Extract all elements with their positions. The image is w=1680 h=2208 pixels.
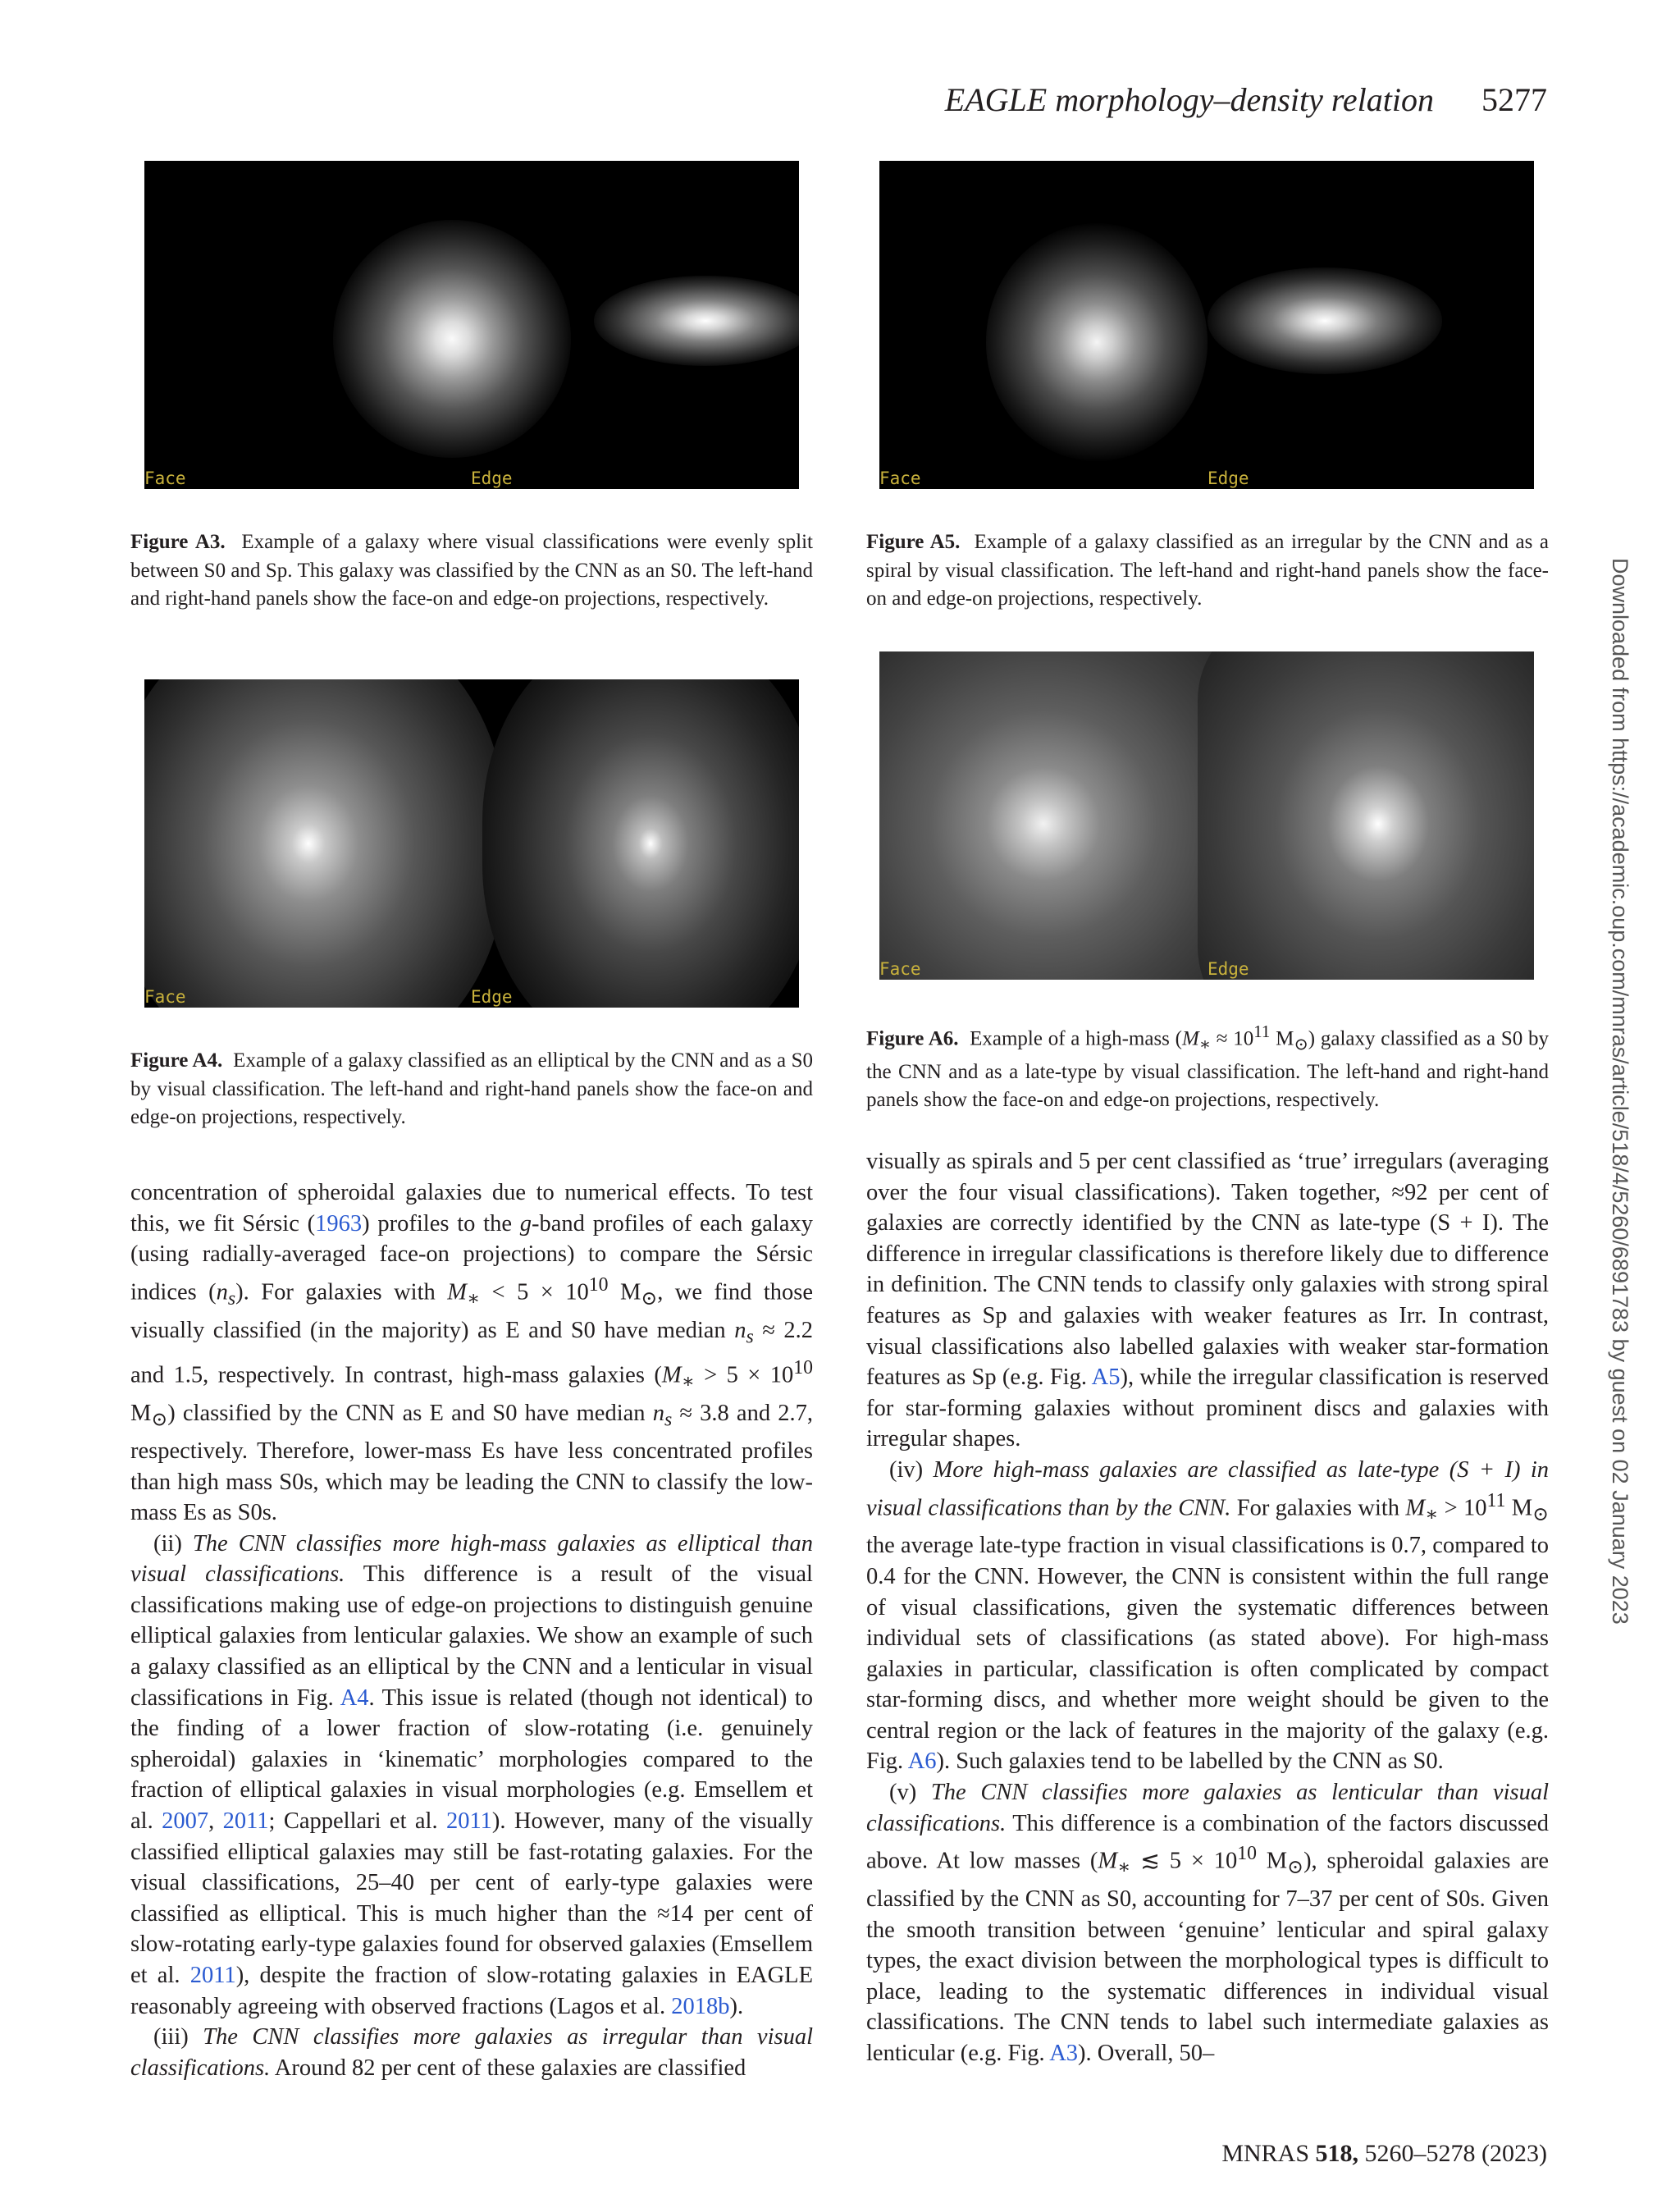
face-label: Face bbox=[144, 469, 186, 488]
page-number: 5277 bbox=[1481, 81, 1547, 118]
edge-label: Edge bbox=[471, 987, 513, 1007]
citation-link[interactable]: 2007 bbox=[162, 1808, 209, 1835]
edge-label: Edge bbox=[471, 469, 513, 488]
figure-a3-caption bbox=[130, 528, 813, 614]
download-watermark bbox=[1608, 558, 1641, 1641]
figure-a5-caption bbox=[866, 528, 1549, 614]
edge-on-galaxy bbox=[594, 276, 799, 366]
face-on-galaxy bbox=[333, 220, 571, 458]
running-title: EAGLE morphology–density relation bbox=[944, 81, 1434, 118]
citation-link[interactable]: 1963 bbox=[315, 1210, 363, 1237]
figure-a4-caption bbox=[130, 1047, 813, 1132]
citation-link[interactable]: 2011 bbox=[222, 1808, 269, 1835]
citation-link[interactable]: 2011 bbox=[445, 1808, 492, 1835]
paragraph: (iv) More high-mass galaxies are classified as late-type (S + I) in visual classifications than by the CNN. For galaxies with $M_∗ > 10^{11}$ $M_⊙$ the average late-type fraction in visual classifications is 0.7, compared to 0.4 for the CNN. However, the CNN is consistent within the full range of visual classifications, given the systematic differences between individual sets of classifications (as stated above). For high-mass galaxies in particular, classification is often complicated by compact star-forming discs, and whether more weight should be given to the central region or the lack of features in the majority of the galaxy (e.g. Fig. A6). Such galaxies tend to be labelled by the CNN as S0. bbox=[866, 1456, 1550, 1775]
figure-a6-image bbox=[879, 651, 1534, 980]
caption-text: Example of a galaxy classified as an irregular by the CNN and as a spiral by visual classification. The left-hand and right-hand panels show the face-on and edge-on projections, respectively. bbox=[866, 531, 1549, 610]
journal-volume: 518, bbox=[1315, 2140, 1359, 2167]
edge-on-galaxy bbox=[482, 679, 799, 1008]
figure-a4-image bbox=[144, 679, 799, 1008]
face-on-galaxy bbox=[879, 651, 1240, 980]
figure-a3-image bbox=[144, 161, 799, 489]
edge-label: Edge bbox=[1208, 959, 1249, 979]
face-on-galaxy bbox=[986, 223, 1208, 461]
paragraph: visually as spirals and 5 per cent classified as ‘true’ irregulars (averaging over the four visual classifications). Taken together, ≈92 per cent of galaxies are correctly identified by the CNN as late-type (S + I). The difference in irregular classifications is therefore likely due to difference in definition. The CNN tends to classify only galaxies with strong spiral features as Sp and galaxies with weaker features as Irr. In contrast, visual classifications also labelled galaxies with weaker star-formation features as Sp (e.g. Fig. A5), while the irregular classification is reserved for star-forming galaxies without prominent discs and galaxies with irregular shapes. bbox=[866, 1149, 1549, 1452]
edge-on-galaxy bbox=[1208, 267, 1442, 374]
figure-label: Figure A4. bbox=[130, 1049, 223, 1072]
paragraph: (v) The CNN classifies more galaxies as lenticular than visual classifications. This difference is a combination of the factors discussed above. At low masses ($M_∗$ ≲ $5 \times 10^{10}$ $M_⊙$), spheroidal galaxies are classified by the CNN as S0, accounting for 7–37 per cent of S0s. Given the smooth transition between ‘genuine’ lenticular and spiral galaxy types, the exact division between the morphological types is difficult to place, leading to the systematic differences in individual visual classifications. The CNN tends to label such intermediate galaxies as lenticular (e.g. Fig. A3). Overall, 50– bbox=[866, 1780, 1550, 2066]
figure-link[interactable]: A3 bbox=[1049, 2041, 1079, 2066]
figure-label: Figure A5. bbox=[866, 531, 961, 553]
running-header bbox=[945, 80, 1547, 119]
paragraph: (ii) The CNN classifies more high-mass galaxies as elliptical than visual classifications. This difference is a result of the visual classifications making use of edge-on projections to distinguish genuine elliptical galaxies from lenticular galaxies. We show an example of such a galaxy classified as an elliptical by the CNN and a lenticular in visual classifications in Fig. A4. This issue is related (though not identical) to the finding of a lower fraction of slow-rotating (i.e. genuinely spheroidal) galaxies in ‘kinematic’ morphologies compared to the fraction of elliptical galaxies in visual morphologies (e.g. Emsellem et al. 2007, 2011; Cappellari et al. 2011). However, many of the visually classified elliptical galaxies may still be fast-rotating galaxies. For the visual classifications, 25–40 per cent of early-type galaxies were classified as elliptical. This is much higher than the ≈14 per cent of slow-rotating early-type galaxies found for observed galaxies (Emsellem et al. 2011), despite the fraction of slow-rotating galaxies in EAGLE reasonably agreeing with observed fractions (Lagos et al. 2018b). bbox=[130, 1530, 813, 2019]
journal-name: MNRAS bbox=[1221, 2140, 1316, 2167]
right-column-text bbox=[866, 1146, 1549, 2069]
figure-a5-image bbox=[879, 161, 1534, 489]
journal-pages: 5260–5278 (2023) bbox=[1358, 2140, 1547, 2167]
left-column-text bbox=[130, 1177, 813, 2083]
figure-label: Figure A3. bbox=[130, 531, 226, 553]
face-label: Face bbox=[879, 469, 921, 488]
figure-label: Figure A6. bbox=[866, 1027, 959, 1050]
figure-link[interactable]: A6 bbox=[907, 1749, 937, 1775]
paragraph: (iii) The CNN classifies more galaxies as irregular than visual classifications. Around 82 per cent of these galaxies are classified bbox=[130, 2024, 813, 2081]
figure-link[interactable]: A5 bbox=[1091, 1365, 1121, 1391]
figure-a6-caption: Figure A6. Example of a high-mass ($M_∗ \approx 10^{11}$ $M_⊙$) galaxy classified as a S0 by the CNN and as a late-type by visual classification. The left-hand and right-hand panels show the face-on and edge-on projections, respectively. bbox=[866, 1022, 1550, 1112]
citation-link[interactable]: 2011 bbox=[189, 1963, 236, 1988]
face-on-galaxy bbox=[144, 679, 505, 1008]
edge-label: Edge bbox=[1208, 469, 1249, 488]
caption-text: Example of a galaxy where visual classifications were evenly split between S0 and Sp. This galaxy was classified by the CNN as an S0. The left-hand and right-hand panels show the face-on and edge-on projections, respectively. bbox=[130, 531, 814, 610]
face-label: Face bbox=[144, 987, 186, 1007]
edge-on-galaxy bbox=[1198, 651, 1534, 980]
paragraph: concentration of spheroidal galaxies due to numerical effects. To test this, we fit Sérsic (1963) profiles to the g-band profiles of each galaxy (using radially-averaged face-on projections) to compare the Sérsic indices $(n_s)$. For galaxies with $M_∗ < 5 \times 10^{10}$ $M_⊙$, we find those visually classified (in the majority) as E and S0 have median $n_s \approx 2.2$ and 1.5, respectively. In contrast, high-mass galaxies ($M_∗ > 5 \times 10^{10}$ $M_⊙$) classified by the CNN as E and S0 have median $n_s \approx 3.8$ and 2.7, respectively. Therefore, lower-mass Es have less concentrated profiles than high mass S0s, which may be leading the CNN to classify the low-mass Es as S0s. bbox=[130, 1180, 813, 1526]
caption-text: Example of a galaxy classified as an elliptical by the CNN and as a S0 by visual classification. The left-hand and right-hand panels show the face-on and edge-on projections, respectively. bbox=[130, 1049, 813, 1128]
figure-link[interactable]: A4 bbox=[340, 1685, 369, 1711]
journal-footer bbox=[1221, 2140, 1547, 2168]
face-label: Face bbox=[879, 959, 921, 979]
citation-link[interactable]: 2018b bbox=[671, 1993, 730, 2019]
download-watermark-text: Downloaded from https://academic.oup.com/mnras/article/518/4/5260/6891783 by guest on 02 January 2023 bbox=[1608, 558, 1632, 1625]
